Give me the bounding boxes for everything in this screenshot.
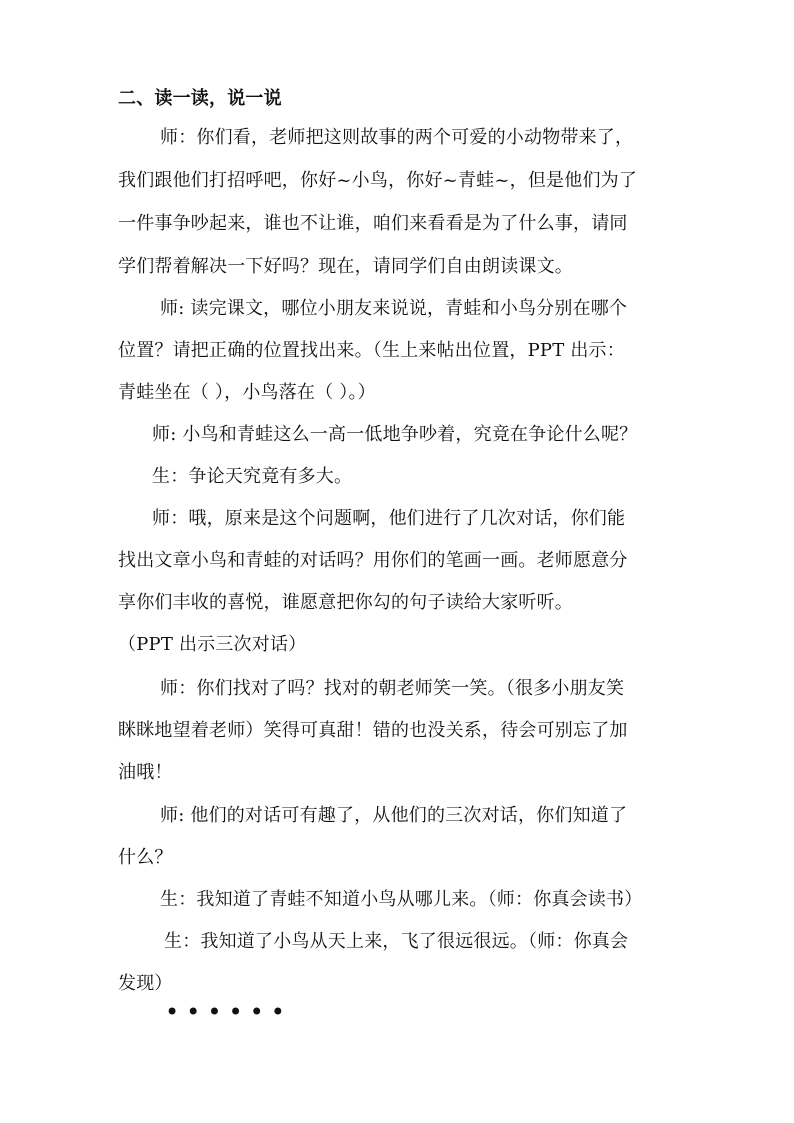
paragraph-line: 师: 读完课文，哪位小朋友来说说，青蛙和小鸟分别在哪个 [160, 298, 628, 319]
paragraph-line: 师: 小鸟和青蛙这么一高一低地争吵着，究竟在争论什么呢？ [152, 424, 638, 445]
paragraph-line: 发现） [118, 973, 173, 994]
paragraph-line: 什么？ [118, 847, 173, 868]
paragraph-line: 找出文章小鸟和青蛙的对话吗？用你们的笔画一画。老师愿意分 [118, 550, 628, 571]
paragraph-line: 生：争论天究竟有多大。 [152, 466, 353, 487]
paragraph-line: 我们跟他们打招呼吧，你好~小鸟，你好~青蛙~，但是他们为了 [118, 170, 638, 191]
paragraph-line: 师：你们看，老师把这则故事的两个可爱的小动物带来了， [160, 127, 634, 148]
paragraph-line: 生：我知道了青蛙不知道小鸟从哪儿来。（师：你真会读书） [160, 889, 643, 910]
paragraph-line: 享你们丰收的喜悦，谁愿意把你勾的句子读给大家听听。 [118, 592, 573, 613]
paragraph-line: 青蛙坐在（ ），小鸟落在（ ）。） [118, 382, 376, 403]
paragraph-line: 一件事争吵起来，谁也不让谁，咱们来看看是为了什么事，请同 [118, 213, 628, 234]
paragraph-line: 师: 他们的对话可有趣了，从他们的三次对话，你们知道了 [160, 805, 628, 826]
paragraph-line: 油哦！ [118, 762, 173, 783]
paragraph-line: 学们帮着解决一下好吗？现在，请同学们自由朗读课文。 [118, 256, 573, 277]
section-heading: 二、读一读，说一说 [118, 88, 282, 109]
paragraph-line: 师：哦，原来是这个问题啊，他们进行了几次对话，你们能 [152, 508, 626, 529]
paragraph-line: 眯眯地望着老师）笑得可真甜！错的也没关系，待会可别忘了加 [118, 720, 628, 741]
ellipsis-dots: •••••• [165, 998, 292, 1026]
paragraph-line: 师：你们找对了吗？找对的朝老师笑一笑。（很多小朋友笑 [160, 678, 625, 699]
paragraph-line: 位置？请把正确的位置找出来。（生上来帖出位置，PPT 出示： [118, 340, 625, 361]
paragraph-line: （PPT 出示三次对话） [118, 634, 307, 655]
paragraph-line: 生：我知道了小鸟从天上来，飞了很远很远。（师：你真会 [164, 931, 629, 952]
